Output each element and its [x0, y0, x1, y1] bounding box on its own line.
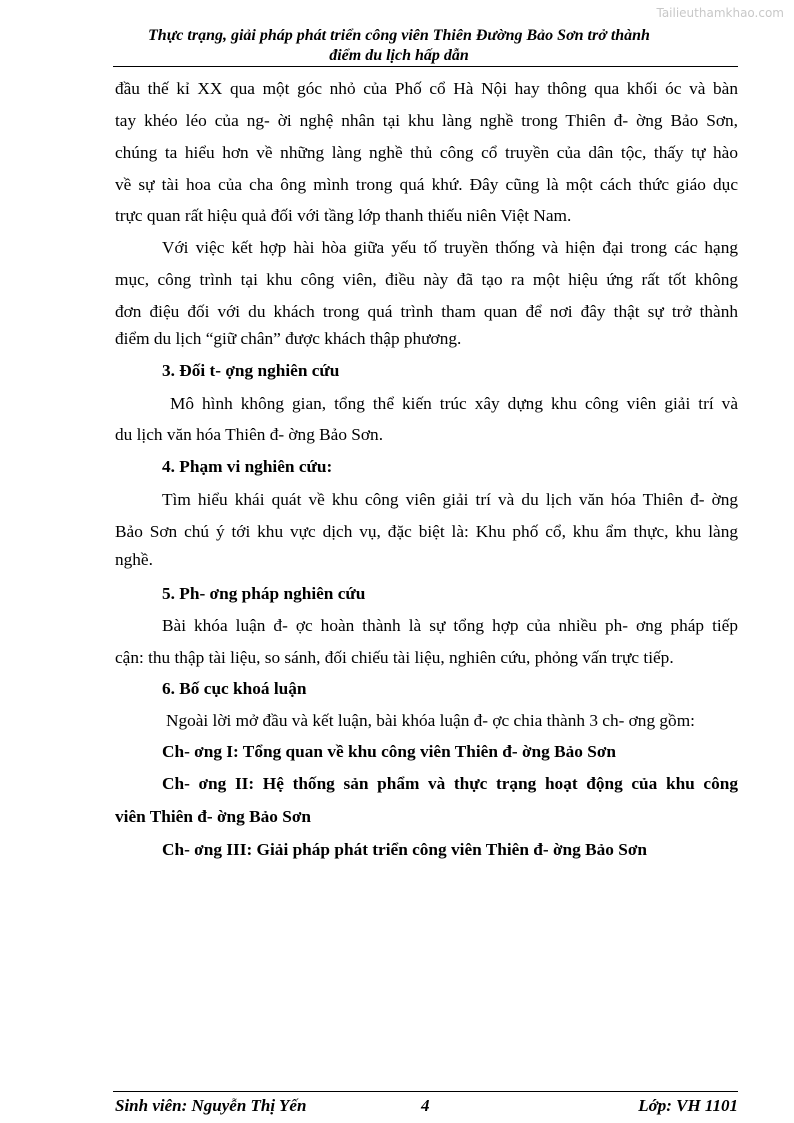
- section-heading-5: 5. Ph- ơng pháp nghiên cứu: [162, 584, 366, 603]
- paragraph-line: Mô hình không gian, tổng thể kiến trúc xây dựng khu công viên giải trí và: [170, 394, 738, 413]
- paragraph-line: Bảo Sơn chú ý tới khu vực dịch vụ, đặc biệt là: Khu phố cổ, khu ẩm thực, khu làng: [115, 522, 738, 541]
- paragraph-line: Với việc kết hợp hài hòa giữa yếu tố truyền thống và hiện đại trong các hạng: [162, 238, 738, 257]
- section-heading-4: 4. Phạm vi nghiên cứu:: [162, 457, 333, 476]
- paragraph-line: tay khéo léo của ng- ời nghệ nhân tại khu làng nghề trong Thiên đ- ờng Bảo Sơn,: [115, 111, 738, 130]
- footer-student: Sinh viên: Nguyễn Thị Yến: [115, 1096, 307, 1115]
- section-heading-3: 3. Đối t- ợng nghiên cứu: [162, 361, 340, 380]
- paragraph-line: trực quan rất hiệu quả đối với tầng lớp thanh thiếu niên Việt Nam.: [115, 206, 572, 225]
- header-title-line-2: điểm du lịch hấp dẫn: [329, 47, 469, 64]
- paragraph-line: mục, công trình tại khu công viên, điều này đã tạo ra một hiệu ứng rất tốt không: [115, 270, 738, 289]
- paragraph-line: về sự tài hoa của cha ông mình trong quá khứ. Đây cũng là một cách thức giáo dục: [115, 175, 738, 194]
- paragraph-line: chúng ta hiểu hơn về những làng nghề thủ công cổ truyền của dân tộc, thấy tự hào: [115, 143, 738, 162]
- paragraph-line: đơn điệu đối với du khách trong quá trình tham quan để nơi đây thật sự trở thành: [115, 302, 738, 321]
- footer-page-number: 4: [421, 1096, 430, 1115]
- chapter-item-3: Ch- ơng III: Giải pháp phát triển công viên Thiên đ- ờng Bảo Sơn: [162, 840, 648, 859]
- watermark: Tailieuthamkhao.com: [656, 6, 784, 20]
- paragraph-line: Tìm hiểu khái quát về khu công viên giải trí và du lịch văn hóa Thiên đ- ờng: [162, 490, 738, 509]
- paragraph-line: nghề.: [115, 550, 153, 569]
- footer-class: Lớp: VH 1101: [638, 1096, 738, 1115]
- paragraph-line: du lịch văn hóa Thiên đ- ờng Bảo Sơn.: [115, 425, 384, 444]
- header-divider: [113, 66, 738, 67]
- paragraph-line: Bài khóa luận đ- ợc hoàn thành là sự tổng hợp của nhiều ph- ơng pháp tiếp: [162, 616, 738, 635]
- chapter-item-2-cont: viên Thiên đ- ờng Bảo Sơn: [115, 807, 312, 826]
- chapter-item-1: Ch- ơng I: Tổng quan về khu công viên Thiên đ- ờng Bảo Sơn: [162, 742, 617, 761]
- footer-divider: [113, 1091, 738, 1092]
- chapter-item-2: Ch- ơng II: Hệ thống sản phẩm và thực trạng hoạt động của khu công: [162, 774, 738, 793]
- page-header-title: [118, 26, 680, 66]
- section-heading-6: 6. Bố cục khoá luận: [162, 679, 307, 698]
- header-title-line-1: Thực trạng, giải pháp phát triển công viên Thiên Đường Bảo Sơn trở thành: [148, 27, 650, 44]
- paragraph-line: đầu thế kỉ XX qua một góc nhỏ của Phố cổ Hà Nội hay thông qua khối óc và bàn: [115, 79, 738, 98]
- paragraph-line: Ngoài lời mở đầu và kết luận, bài khóa luận đ- ợc chia thành 3 ch- ơng gồm:: [166, 711, 695, 730]
- paragraph-line: cận: thu thập tài liệu, so sánh, đối chiếu tài liệu, nghiên cứu, phỏng vấn trực tiếp.: [115, 648, 674, 667]
- paragraph-line: điểm du lịch “giữ chân” được khách thập phương.: [115, 329, 462, 348]
